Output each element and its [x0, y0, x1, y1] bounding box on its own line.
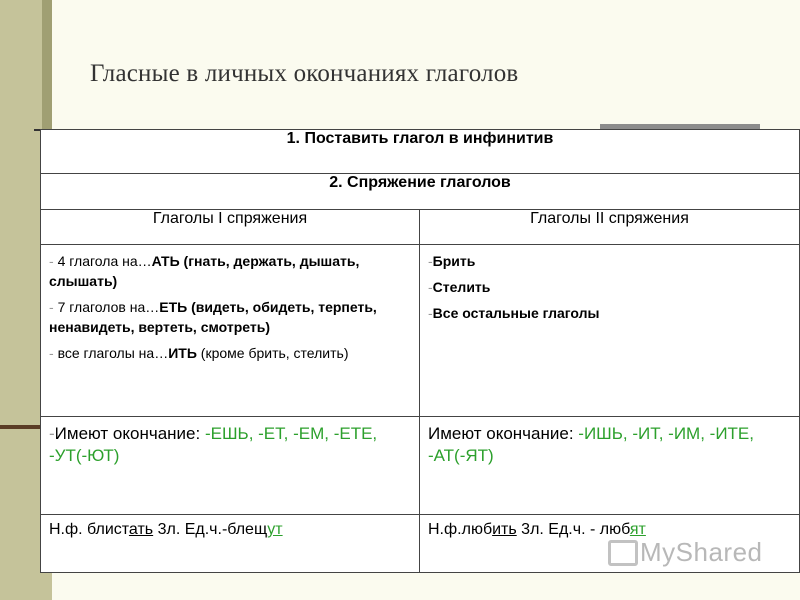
step2-cell — [41, 174, 800, 210]
col1-item: - 7 глаголов на…ЕТЬ (видеть, обидеть, терпеть, ненавидеть, вертеть, смотреть) — [49, 299, 377, 335]
col1-list-cell — [41, 245, 420, 417]
col1-item-prefix: 4 глагола на… — [57, 253, 152, 269]
col1-item: - все глаголы на…ИТЬ (кроме брить, стелить) — [49, 345, 349, 361]
col1-item-rest: (видеть, обидеть, терпеть, ненавидеть, вертеть, смотреть) — [49, 299, 377, 335]
step1-cell — [41, 130, 800, 174]
step1-text: 1. Поставить глагол в инфинитив — [286, 130, 554, 147]
col2-header — [420, 210, 800, 245]
example-text: Н.ф.люб — [428, 521, 493, 538]
col2-ending-cell — [420, 417, 800, 515]
col2-header-text: Глаголы II спряжения — [530, 210, 689, 227]
watermark-icon — [608, 540, 638, 566]
col1-header-text: Глаголы I спряжения — [152, 210, 308, 227]
col1-item-suffix: ИТЬ — [168, 345, 197, 361]
col1-ending-label: Имеют окончание: — [54, 424, 205, 443]
col2-item-text: Все остальные глаголы — [432, 305, 600, 321]
col1-item-prefix: все глаголы на… — [57, 345, 169, 361]
step2-text: 2. Спряжение глаголов — [329, 174, 511, 191]
col1-ending-values: -ЕШЬ, -ЕТ, -ЕМ, -ЕТЕ, -УТ(-ЮТ) — [49, 424, 378, 465]
col1-item-suffix: ЕТЬ — [159, 299, 188, 315]
example-text: 3л. Ед.ч. - люб — [516, 521, 630, 538]
col1-item-rest: (кроме брить, стелить) — [196, 345, 349, 361]
col2-ending-label: Имеют окончание: — [428, 424, 579, 443]
col2-item-text: Брить — [432, 253, 476, 269]
col1-item-suffix: АТЬ — [151, 253, 180, 269]
example-ending: ут — [267, 521, 283, 538]
col2-ending-values: -ИШЬ, -ИТ, -ИМ, -ИТЕ, -АТ(-ЯТ) — [428, 424, 754, 465]
example-suffix: ить — [492, 521, 517, 538]
col2-item-text: Стелить — [432, 279, 491, 295]
col1-item-prefix: 7 глаголов на… — [57, 299, 160, 315]
col2-item: -Брить — [428, 253, 476, 269]
col1-ending-cell: -Имеют окончание: -ЕШЬ, -ЕТ, -ЕМ, -ЕТЕ, -УТ(-ЮТ) — [41, 417, 420, 515]
col1-item-rest: (гнать, держать, дышать, слышать) — [49, 253, 360, 289]
col2-list-cell — [420, 245, 800, 417]
conjugation-table — [40, 129, 800, 573]
watermark: MyShared — [640, 537, 763, 567]
example-text: Н.ф. блист — [49, 521, 129, 538]
col2-item: -Все остальные глаголы — [428, 305, 600, 321]
col1-header — [41, 210, 420, 245]
col2-item: -Стелить — [428, 279, 491, 295]
col1-item: - 4 глагола на…АТЬ (гнать, держать, дышать, слышать) — [49, 253, 360, 289]
example-suffix: ать — [128, 521, 154, 538]
example-ending: ят — [629, 521, 646, 538]
example-text: 3л. Ед.ч.-блещ — [153, 521, 268, 538]
col1-example-cell — [41, 515, 420, 573]
page-title: Гласные в личных окончаниях глаголов — [90, 60, 519, 87]
